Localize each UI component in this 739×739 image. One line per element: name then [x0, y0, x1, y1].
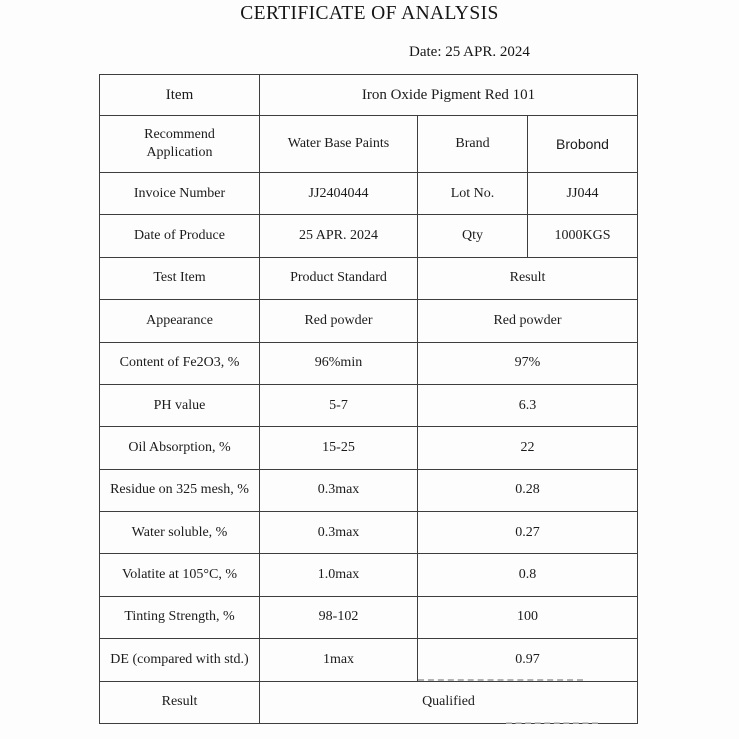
row-water-soluble	[100, 512, 638, 554]
lot-no-value-cell: JJ044	[528, 173, 638, 215]
row-oil-absorption	[100, 427, 638, 469]
tinting-strength-standard-cell: 98-102	[260, 596, 418, 638]
oil-absorption-result-cell: 22	[418, 427, 638, 469]
test-item-header-cell: Test Item	[100, 257, 260, 299]
recommend-application-label-cell	[100, 116, 260, 173]
appearance-result-cell: Red powder	[418, 300, 638, 342]
certificate-table	[99, 74, 638, 724]
product-name-cell: Iron Oxide Pigment Red 101	[260, 75, 638, 116]
volatile-105c-result-cell: 0.8	[418, 554, 638, 596]
brand-value-cell: Brobond	[528, 116, 638, 173]
fe2o3-content-label-cell: Content of Fe2O3, %	[100, 342, 260, 384]
page-title: CERTIFICATE OF ANALYSIS	[240, 3, 499, 24]
qty-label-cell: Qty	[418, 215, 528, 257]
volatile-105c-standard-cell: 1.0max	[260, 554, 418, 596]
row-tinting-strength	[100, 596, 638, 638]
fe2o3-content-result-cell: 97%	[418, 342, 638, 384]
residue-325-mesh-label-cell: Residue on 325 mesh, %	[100, 469, 260, 511]
row-fe2o3-content	[100, 342, 638, 384]
row-residue-325-mesh	[100, 469, 638, 511]
volatile-105c-label-cell: Volatite at 105°C, %	[100, 554, 260, 596]
row-appearance	[100, 300, 638, 342]
result-header-cell: Result	[418, 257, 638, 299]
tinting-strength-label-cell: Tinting Strength, %	[100, 596, 260, 638]
recommend-application-label: Recommend Application	[144, 126, 215, 160]
oil-absorption-label-cell: Oil Absorption, %	[100, 427, 260, 469]
water-soluble-label-cell: Water soluble, %	[100, 512, 260, 554]
invoice-number-value-cell: JJ2404044	[260, 173, 418, 215]
date-of-produce-label-cell: Date of Produce	[100, 215, 260, 257]
ph-value-standard-cell: 5-7	[260, 384, 418, 426]
brand-label-cell: Brand	[418, 116, 528, 173]
recommend-application-value-cell: Water Base Paints	[260, 116, 418, 173]
de-compared-std-result-cell: 0.97	[418, 639, 638, 681]
row-recommend-application	[100, 116, 638, 173]
oil-absorption-standard-cell: 15-25	[260, 427, 418, 469]
document-date: Date: 25 APR. 2024	[409, 44, 530, 60]
tinting-strength-result-cell: 100	[418, 596, 638, 638]
water-soluble-standard-cell: 0.3max	[260, 512, 418, 554]
row-invoice-number	[100, 173, 638, 215]
final-result-label-cell: Result	[100, 681, 260, 724]
residue-325-mesh-standard-cell: 0.3max	[260, 469, 418, 511]
date-of-produce-value-cell: 25 APR. 2024	[260, 215, 418, 257]
erased-stamp-dash-artifact	[418, 679, 583, 681]
product-standard-header-cell: Product Standard	[260, 257, 418, 299]
ph-value-label-cell: PH value	[100, 384, 260, 426]
row-volatile-105c	[100, 554, 638, 596]
water-soluble-result-cell: 0.27	[418, 512, 638, 554]
invoice-number-label-cell: Invoice Number	[100, 173, 260, 215]
appearance-label-cell: Appearance	[100, 300, 260, 342]
lot-no-label-cell: Lot No.	[418, 173, 528, 215]
row-final-result	[100, 681, 638, 724]
row-de-compared-std	[100, 639, 638, 681]
item-header-label-cell: Item	[100, 75, 260, 116]
erased-stamp-dash-artifact-bottom	[506, 722, 598, 724]
final-result-value-cell: Qualified	[260, 681, 638, 724]
residue-325-mesh-result-cell: 0.28	[418, 469, 638, 511]
row-date-of-produce	[100, 215, 638, 257]
appearance-standard-cell: Red powder	[260, 300, 418, 342]
fe2o3-content-standard-cell: 96%min	[260, 342, 418, 384]
row-test-item-header	[100, 257, 638, 299]
row-ph-value	[100, 384, 638, 426]
qty-value-cell: 1000KGS	[528, 215, 638, 257]
de-compared-std-standard-cell: 1max	[260, 639, 418, 681]
row-item-header	[100, 75, 638, 116]
ph-value-result-cell: 6.3	[418, 384, 638, 426]
de-compared-std-label-cell: DE (compared with std.)	[100, 639, 260, 681]
